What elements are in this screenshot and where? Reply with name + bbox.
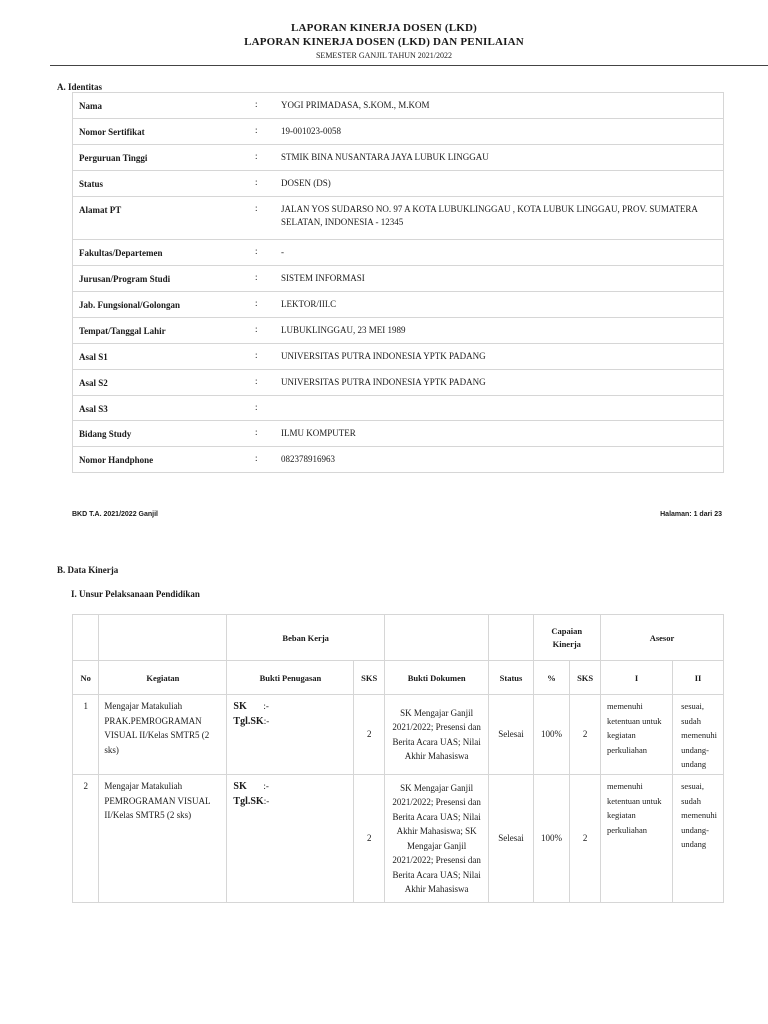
identity-value: STMIK BINA NUSANTARA JAYA LUBUK LINGGAU: [275, 145, 724, 171]
identity-value: LEKTOR/III.C: [275, 292, 724, 318]
identity-separator: :: [249, 197, 275, 240]
table-row: [73, 775, 724, 903]
identity-label: Tempat/Tanggal Lahir: [73, 318, 250, 344]
identity-value: 082378916963: [275, 447, 724, 473]
identity-separator: :: [249, 171, 275, 197]
identity-table: [72, 92, 724, 473]
identity-separator: :: [249, 266, 275, 292]
identity-separator: :: [249, 119, 275, 145]
header-sks: SKS: [354, 661, 384, 695]
sk-value: :-: [263, 701, 269, 711]
tglsk-value: :-: [263, 716, 270, 726]
table-row: [73, 695, 724, 775]
identity-value: SISTEM INFORMASI: [275, 266, 724, 292]
header-no: No: [73, 661, 99, 695]
header-asesor: Asesor: [600, 615, 723, 661]
row-sks-capaian: 2: [570, 775, 601, 903]
identity-row: [73, 119, 724, 145]
sk-value: :-: [263, 781, 269, 791]
header-capaian-kinerja-text: Capaian Kinerja: [551, 625, 583, 649]
row-bukti-dokumen: SK Mengajar Ganjil 2021/2022; Presensi dan Berita Acara UAS; Nilai Akhir Mahasiswa: [384, 695, 488, 775]
row-asesor-1: memenuhi ketentuan untuk kegiatan perkuliahan: [600, 775, 672, 903]
row-sks: 2: [354, 775, 384, 903]
identity-label: Status: [73, 171, 250, 197]
identity-row: [73, 396, 724, 421]
identity-label: Nomor Handphone: [73, 447, 250, 473]
header-bukti-dokumen: Bukti Dokumen: [384, 661, 488, 695]
identity-separator: :: [249, 93, 275, 119]
report-subtitle: LAPORAN KINERJA DOSEN (LKD) DAN PENILAIAN: [244, 36, 524, 48]
identity-value: 19-001023-0058: [275, 119, 724, 145]
row-sks: 2: [354, 695, 384, 775]
identity-row: [73, 197, 724, 240]
section-a-heading: A. Identitas: [57, 82, 103, 92]
identity-label: Asal S3: [73, 396, 250, 421]
identity-row: [73, 292, 724, 318]
identity-value: ILMU KOMPUTER: [275, 421, 724, 447]
identity-row: [73, 266, 724, 292]
identity-row: [73, 93, 724, 119]
identity-separator: :: [249, 421, 275, 447]
identity-label: Perguruan Tinggi: [73, 145, 250, 171]
identity-value: UNIVERSITAS PUTRA INDONESIA YPTK PADANG: [275, 344, 724, 370]
identity-separator: :: [249, 318, 275, 344]
row-bukti-penugasan: [227, 775, 354, 903]
tglsk-line: [233, 714, 353, 729]
identity-value: JALAN YOS SUDARSO NO. 97 A KOTA LUBUKLINGGAU , KOTA LUBUK LINGGAU, PROV. SUMATERA SELATAN, INDONESIA - 12345: [275, 197, 724, 240]
header-kegiatan: Kegiatan: [99, 661, 227, 695]
blank-header-cell: [384, 615, 488, 661]
identity-value: YOGI PRIMADASA, S.KOM., M.KOM: [275, 93, 724, 119]
row-asesor-2: sesuai, sudah memenuhi undang-undang: [673, 695, 724, 775]
identity-value: LUBUKLINGGAU, 23 MEI 1989: [275, 318, 724, 344]
identity-row: [73, 447, 724, 473]
identity-label: Jab. Fungsional/Golongan: [73, 292, 250, 318]
identity-value: DOSEN (DS): [275, 171, 724, 197]
sk-line: [233, 699, 353, 714]
blank-header-cell: [99, 615, 227, 661]
row-kegiatan: Mengajar Matakuliah PEMROGRAMAN VISUAL II/Kelas SMTR5 (2 sks): [99, 775, 227, 903]
identity-label: Nomor Sertifikat: [73, 119, 250, 145]
identity-value: [275, 396, 724, 421]
identity-row: [73, 344, 724, 370]
identity-separator: :: [249, 292, 275, 318]
identity-separator: :: [249, 145, 275, 171]
row-no: 2: [73, 775, 99, 903]
header-divider: [50, 65, 768, 66]
tglsk-line: [233, 794, 353, 809]
row-persen: 100%: [533, 695, 570, 775]
identity-separator: :: [249, 240, 275, 266]
identity-row: [73, 240, 724, 266]
identity-row: [73, 318, 724, 344]
sk-label: SK: [233, 781, 247, 792]
row-sks-capaian: 2: [570, 695, 601, 775]
footer-page-number: Halaman: 1 dari 23: [660, 511, 722, 518]
row-status: Selesai: [489, 695, 533, 775]
sk-line: [233, 779, 353, 794]
row-bukti-penugasan: [227, 695, 354, 775]
identity-value: -: [275, 240, 724, 266]
identity-label: Jurusan/Program Studi: [73, 266, 250, 292]
identity-label: Asal S1: [73, 344, 250, 370]
row-asesor-2: sesuai, sudah memenuhi undang-undang: [673, 775, 724, 903]
header-capaian-kinerja: [533, 615, 600, 661]
tglsk-label: Tgl.SK: [233, 796, 264, 807]
identity-separator: :: [249, 370, 275, 396]
section-b-heading: B. Data Kinerja: [57, 565, 119, 575]
header-sks-capaian: SKS: [570, 661, 601, 695]
row-asesor-1: memenuhi ketentuan untuk kegiatan perkuliahan: [600, 695, 672, 775]
identity-separator: :: [249, 447, 275, 473]
identity-label: Nama: [73, 93, 250, 119]
section-b-subheading: I. Unsur Pelaksanaan Pendidikan: [71, 589, 200, 599]
identity-label: Bidang Study: [73, 421, 250, 447]
header-persen: %: [533, 661, 570, 695]
row-bukti-dokumen: SK Mengajar Ganjil 2021/2022; Presensi dan Berita Acara UAS; Nilai Akhir Mahasiswa; SK Mengajar Ganjil 2021/2022; Presensi dan Berita Acara UAS; Nilai Akhir Mahasiswa: [384, 775, 488, 903]
report-title: LAPORAN KINERJA DOSEN (LKD): [291, 22, 477, 34]
row-status: Selesai: [489, 775, 533, 903]
identity-row: [73, 421, 724, 447]
identity-value: UNIVERSITAS PUTRA INDONESIA YPTK PADANG: [275, 370, 724, 396]
blank-header-cell: [489, 615, 533, 661]
header-asesor-1: I: [600, 661, 672, 695]
header-status: Status: [489, 661, 533, 695]
identity-label: Alamat PT: [73, 197, 250, 240]
footer-bkd-label: BKD T.A. 2021/2022 Ganjil: [72, 511, 158, 518]
row-no: 1: [73, 695, 99, 775]
identity-row: [73, 145, 724, 171]
header-beban-kerja: Beban Kerja: [227, 615, 385, 661]
header-bukti-penugasan: Bukti Penugasan: [227, 661, 354, 695]
semester-label: SEMESTER GANJIL TAHUN 2021/2022: [315, 51, 453, 60]
row-persen: 100%: [533, 775, 570, 903]
identity-label: Fakultas/Departemen: [73, 240, 250, 266]
header-asesor-2: II: [673, 661, 724, 695]
performance-table: [72, 614, 724, 903]
tglsk-value: :-: [263, 796, 270, 806]
identity-separator: :: [249, 396, 275, 421]
identity-label: Asal S2: [73, 370, 250, 396]
row-kegiatan: Mengajar Matakuliah PRAK.PEMROGRAMAN VISUAL II/Kelas SMTR5 (2 sks): [99, 695, 227, 775]
blank-header-cell: [73, 615, 99, 661]
sk-label: SK: [233, 701, 247, 712]
tglsk-label: Tgl.SK: [233, 716, 264, 727]
identity-row: [73, 171, 724, 197]
identity-row: [73, 370, 724, 396]
identity-separator: :: [249, 344, 275, 370]
